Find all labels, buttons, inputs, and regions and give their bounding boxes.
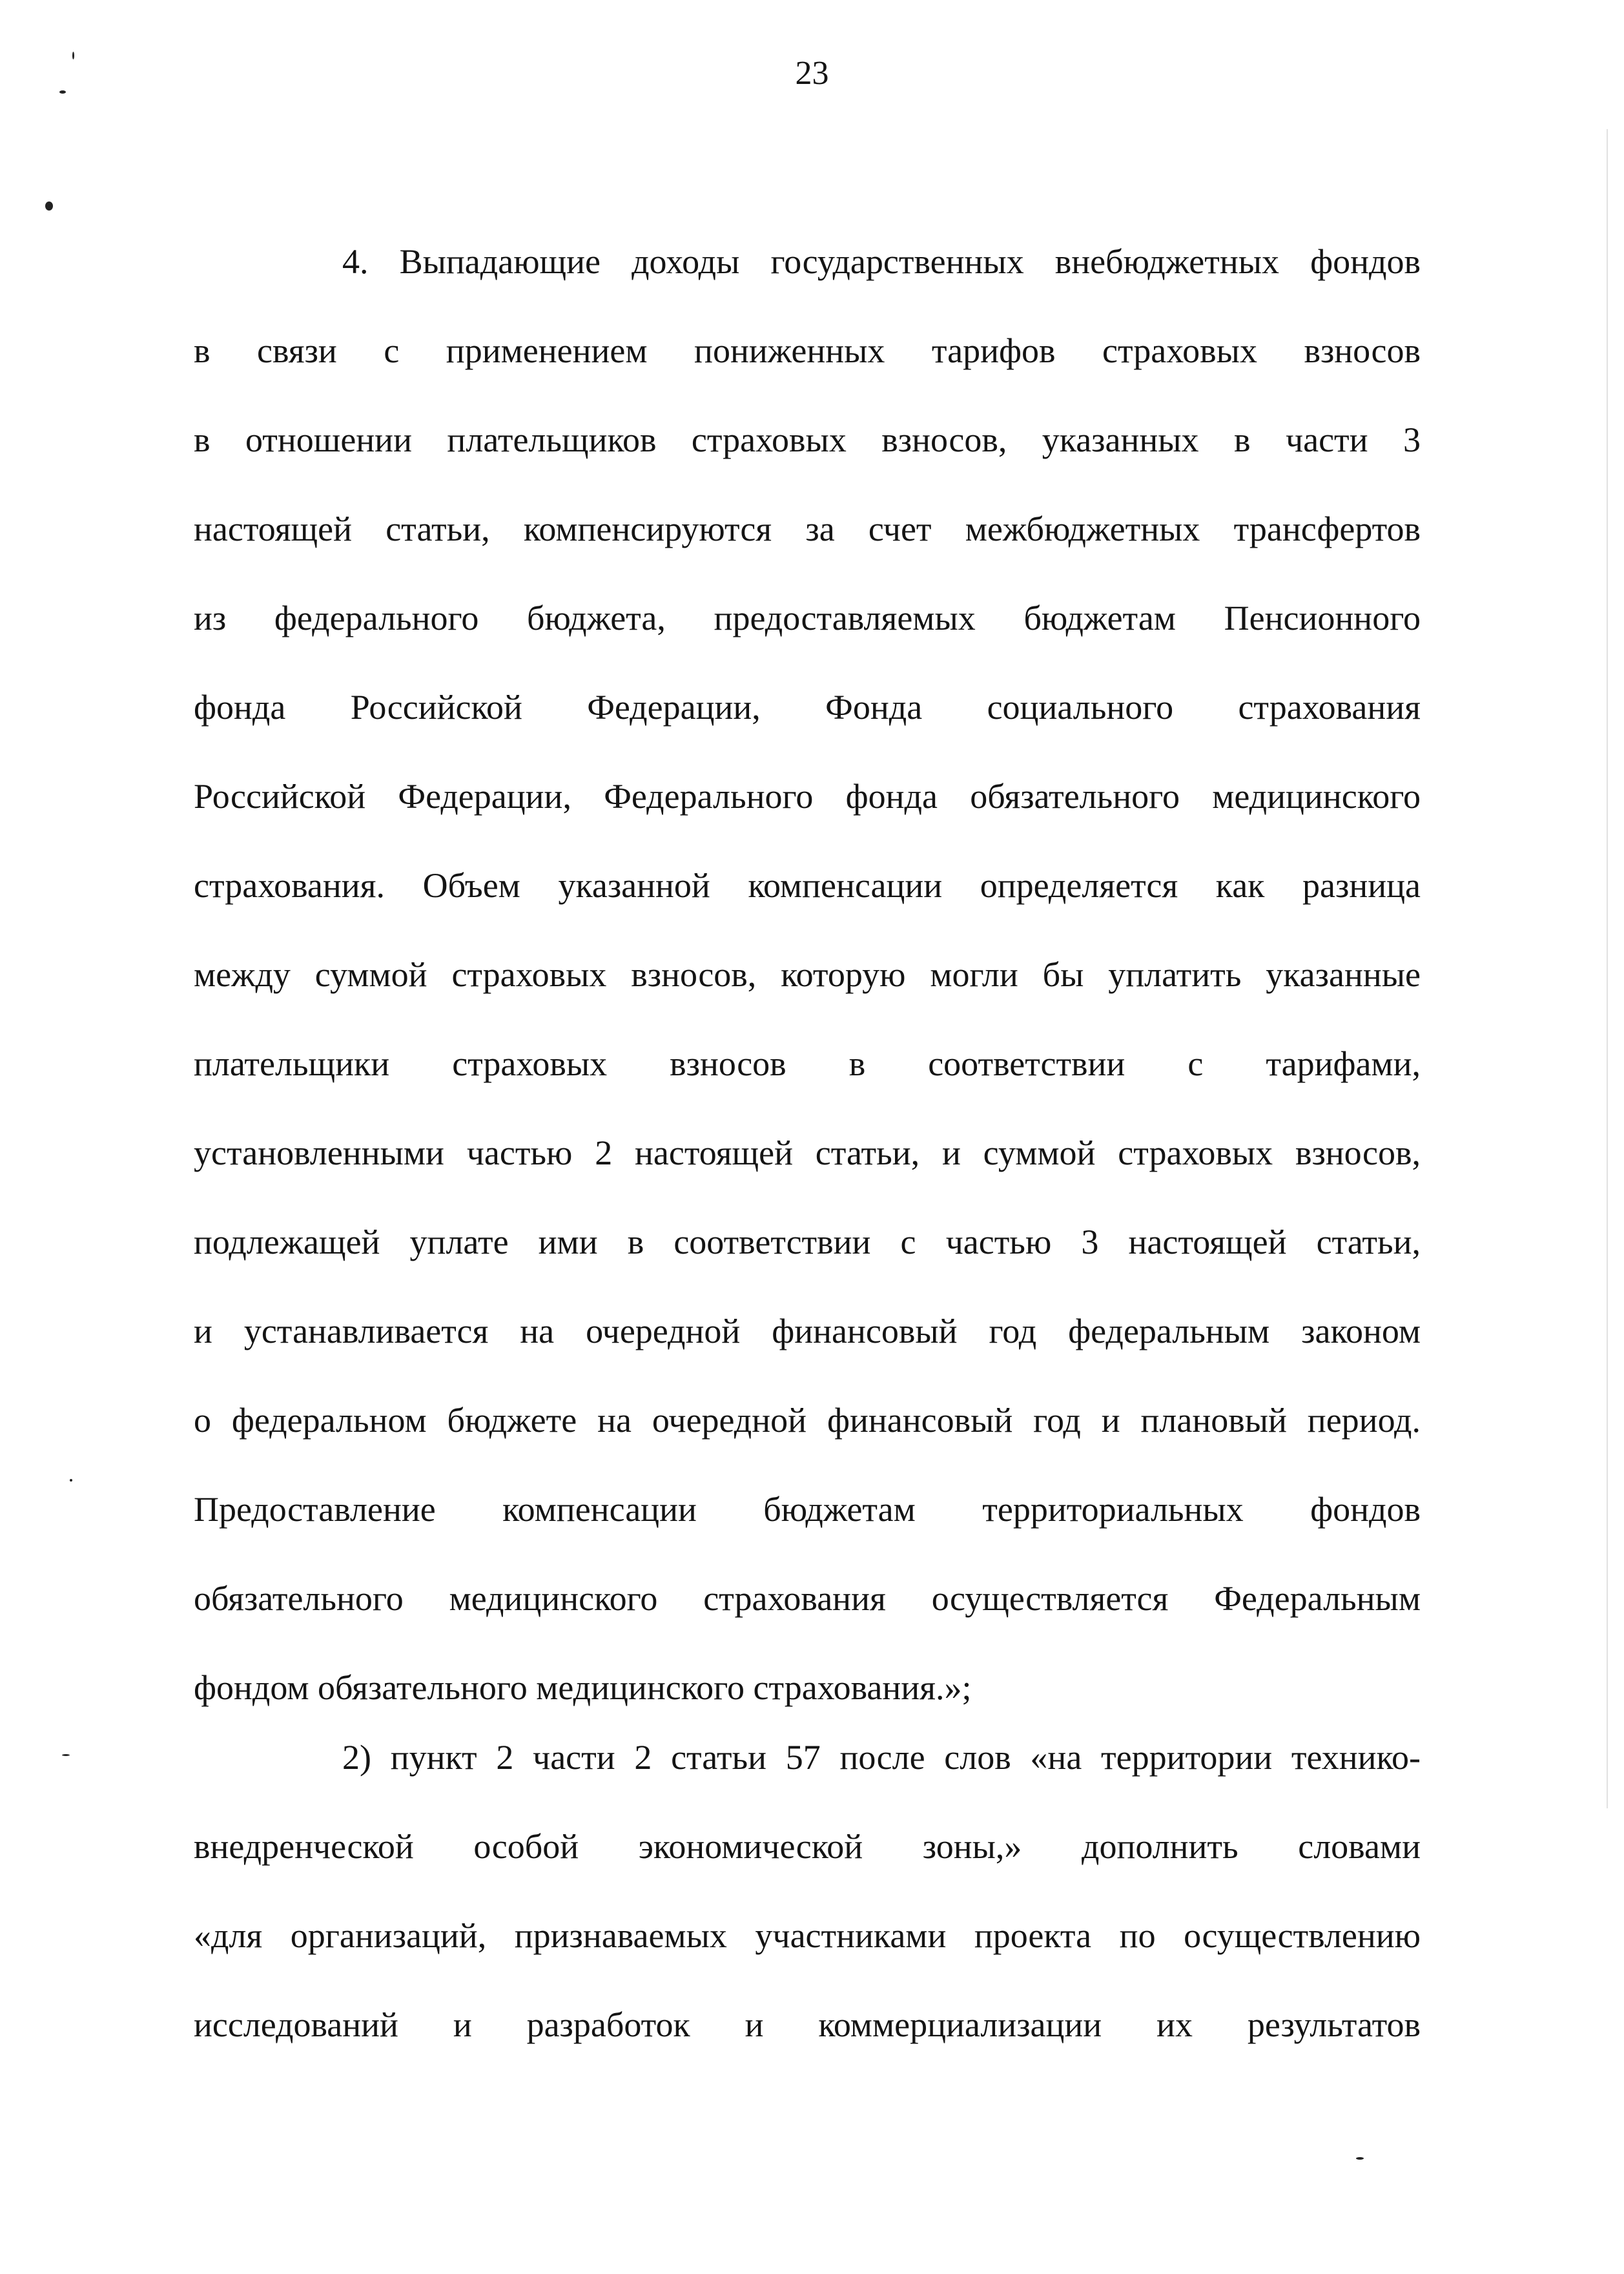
text-line: «для организаций, признаваемых участниками проекта по осуществлению — [194, 1916, 1421, 1955]
text-line: плательщики страховых взносов в соответствии с тарифами, — [194, 1044, 1421, 1083]
scan-speck — [45, 202, 53, 211]
text-line: Предоставление компенсации бюджетам территориальных фондов — [194, 1490, 1421, 1529]
text-line: 2) пункт 2 части 2 статьи 57 после слов «на территории технико- — [342, 1738, 1421, 1777]
text-line: Российской Федерации, Федерального фонда обязательного медицинского — [194, 777, 1421, 816]
scan-speck — [70, 1479, 72, 1482]
text-line: фондом обязательного медицинского страхования.»; — [194, 1668, 972, 1707]
scan-speck — [59, 90, 66, 94]
text-line: страхования. Объем указанной компенсации определяется как разница — [194, 866, 1421, 905]
text-line: фонда Российской Федерации, Фонда социального страхования — [194, 688, 1421, 727]
text-line: обязательного медицинского страхования осуществляется Федеральным — [194, 1579, 1421, 1618]
scan-speck — [72, 52, 74, 59]
text-line: в связи с применением пониженных тарифов страховых взносов — [194, 331, 1421, 370]
text-line: в отношении плательщиков страховых взносов, указанных в части 3 — [194, 420, 1421, 459]
text-line: установленными частью 2 настоящей статьи, и суммой страховых взносов, — [194, 1133, 1421, 1172]
scan-edge — [1607, 129, 1608, 1808]
scan-speck — [1356, 2157, 1364, 2160]
text-line: внедренческой особой экономической зоны,» дополнить словами — [194, 1827, 1421, 1866]
paragraph-compensation — [194, 217, 1421, 1732]
scan-speck — [62, 1754, 70, 1756]
text-line: о федеральном бюджете на очередной финансовый год и плановый период. — [194, 1401, 1421, 1440]
text-line: исследований и разработок и коммерциализации их результатов — [194, 2005, 1421, 2044]
text-line: и устанавливается на очередной финансовый год федеральным законом — [194, 1312, 1421, 1350]
text-line: 4. Выпадающие доходы государственных внебюджетных фондов — [342, 242, 1421, 281]
text-line: из федерального бюджета, предоставляемых бюджетам Пенсионного — [194, 599, 1421, 637]
text-line: подлежащей уплате ими в соответствии с частью 3 настоящей статьи, — [194, 1223, 1421, 1261]
text-line: настоящей статьи, компенсируются за счет межбюджетных трансфертов — [194, 510, 1421, 548]
text-line: между суммой страховых взносов, которую могли бы уплатить указанные — [194, 955, 1421, 994]
paragraph-amendment — [194, 1713, 1421, 2069]
page-number: 23 — [795, 55, 829, 92]
